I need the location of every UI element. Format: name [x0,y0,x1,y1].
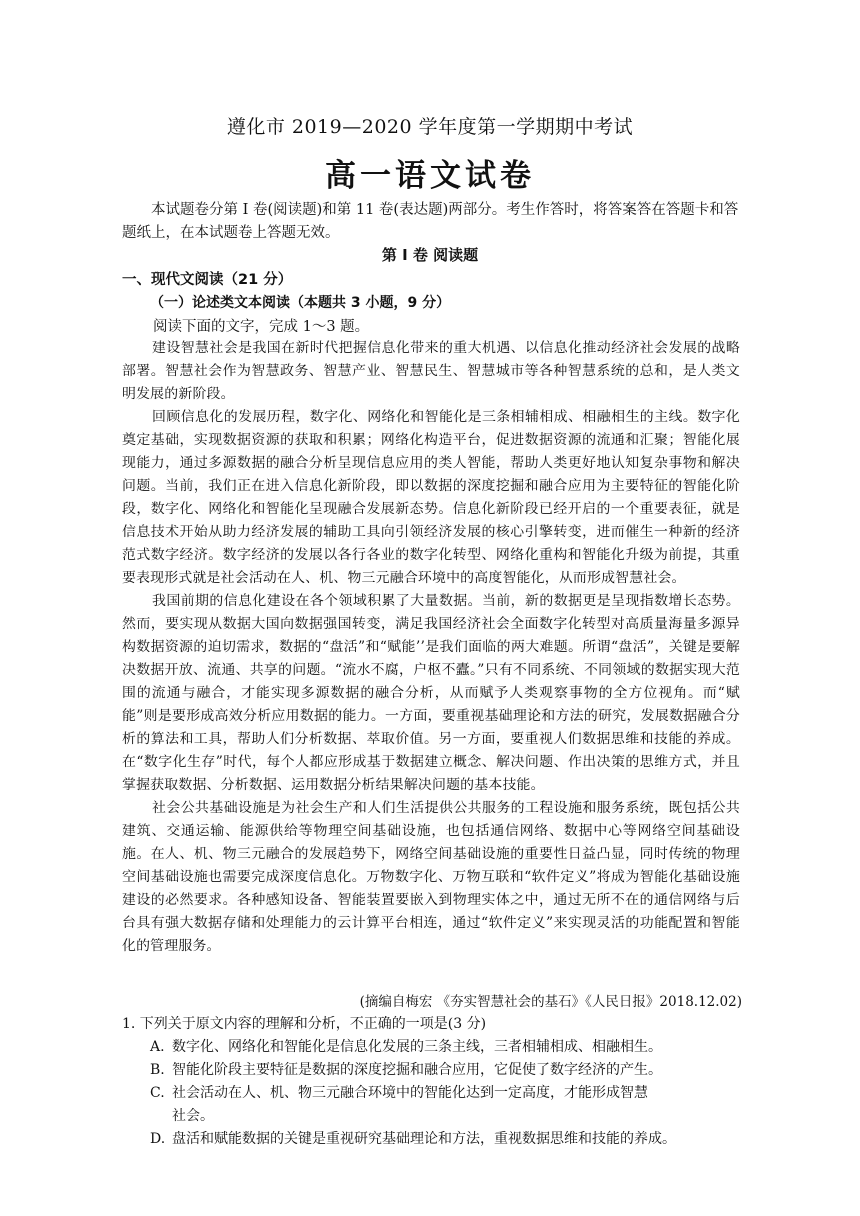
option-text: 智能化阶段主要特征是数据的深度挖掘和融合应用，它促使了数字经济的产生。 [172,1062,662,1078]
option-letter: D. [150,1131,166,1147]
option-a [122,1036,742,1059]
option-letter: C. [150,1085,165,1101]
option-text: 盘活和赋能数据的关键是重视研究基础理论和方法，重视数据思维和技能的养成。 [172,1131,676,1147]
option-letter: B. [150,1062,165,1078]
part-title: 第 I 卷 阅读题 [381,246,479,264]
reading-instruction: 阅读下面的文字，完成 1～3 题。 [153,319,370,335]
option-text-continued: 社会。 [172,1108,214,1124]
option-letter: A. [150,1039,165,1055]
option-c [122,1082,742,1128]
passage-paragraph: 建设智慧社会是我国在新时代把握信息化带来的重大机遇、以信息化推动经济社会发展的战略部署。智慧社会作为智慧政务、智慧产业、智慧民生、智慧城市等各种智慧系统的总和，是人类文明发展的新阶段。 [122,340,740,402]
option-text: 社会活动在人、机、物三元融合环境中的智能化达到一定高度，才能形成智慧 [172,1085,648,1101]
passage-paragraph: 回顾信息化的发展历程，数字化、网络化和智能化是三条相辅相成、相融相生的主线。数字化奠定基础，实现数据资源的获取和积累；网络化构造平台，促进数据资源的流通和汇聚；智能化展现能力，通过多源数据的融合分析呈现信息应用的类人智能，帮助人类更好地认知复杂事物和解决问题。当前，我们正在进入信息化新阶段，即以数据的深度挖掘和融合应用为主要特征的智能化阶段，数字化、网络化和智能化呈现融合发展新态势。信息化新阶段已经开启的一个重要表征，就是信息技术开始从助力经济发展的辅助工具向引领经济发展的核心引擎转变，进而催生一种新的经济范式数字经济。数字经济的发展以各行各业的数字化转型、网络化重构和智能化升级为前提，其重要表现形式就是社会活动在人、机、物三元融合环境中的高度智能化，从而形成智慧社会。 [122,409,740,586]
exam-instructions: 本试题卷分第 I 卷(阅读题)和第 11 卷(表达题)两部分。考生作答时，将答案答在答题卡和答题纸上，在本试题卷上答题无效。 [122,202,739,241]
option-b [122,1059,742,1082]
question-stem: 1. 下列关于原文内容的理解和分析，不正确的一项是(3 分) [122,1016,487,1032]
option-d [122,1128,742,1151]
reading-passage [122,337,740,958]
subsection-title: （一）论述类文本阅读（本题共 3 小题，9 分） [150,295,451,311]
section-title: 一、现代文阅读（21 分） [122,272,293,288]
option-text: 数字化、网络化和智能化是信息化发展的三条主线，三者相辅相成、相融相生。 [172,1039,662,1055]
passage-source: (摘编自梅宏 《夯实智慧社会的基石》《人民日报》2018.12.02) [359,994,742,1010]
paper-title: 高一语文试卷 [325,158,535,194]
passage-paragraph: 我国前期的信息化建设在各个领域积累了大量数据。当前，新的数据更是呈现指数增长态势。然而，要实现从数据大国向数据强国转变，满足我国经济社会全面数字化转型对高质量海量多源异构数据资源的迫切需求，数据的“盘活”和“赋能’’是我们面临的两大难题。所谓“盘活”，关键是要解决数据开放、流通、共享的问题。“流水不腐，户枢不蠹。”只有不同系统、不同领域的数据实现大范围的流通与融合，才能实现多源数据的融合分析，从而赋予人类观察事物的全方位视角。而“赋能”则是要形成高效分析应用数据的能力。一方面，要重视基础理论和方法的研究，发展数据融合分析的算法和工具，帮助人们分析数据、萃取价值。另一方面，要重视人们数据思维和技能的养成。在“数字化生存”时代，每个人都应形成基于数据建立概念、解决问题、作出决策的思维方式，并且掌握获取数据、分析数据、运用数据分析结果解决问题的基本技能。 [122,593,740,793]
exam-name: 遵化市 2019—2020 学年度第一学期期中考试 [226,116,634,138]
passage-paragraph: 社会公共基础设施是为社会生产和人们生活提供公共服务的工程设施和服务系统，既包括公共建筑、交通运输、能源供给等物理空间基础设施，也包括通信网络、数据中心等网络空间基础设施。在人、机、物三元融合的发展趋势下，网络空间基础设施的重要性日益凸显，同时传统的物理空间基础设施也需要完成深度信息化。万物数字化、万物互联和“软件定义”将成为智能化基础设施建设的必然要求。各种感知设备、智能装置要嵌入到物理实体之中，通过无所不在的通信网络与后台具有强大数据存储和处理能力的云计算平台相连，通过“软件定义”来实现灵活的功能配置和智能化的管理服务。 [122,800,740,954]
question-1 [122,1013,742,1151]
